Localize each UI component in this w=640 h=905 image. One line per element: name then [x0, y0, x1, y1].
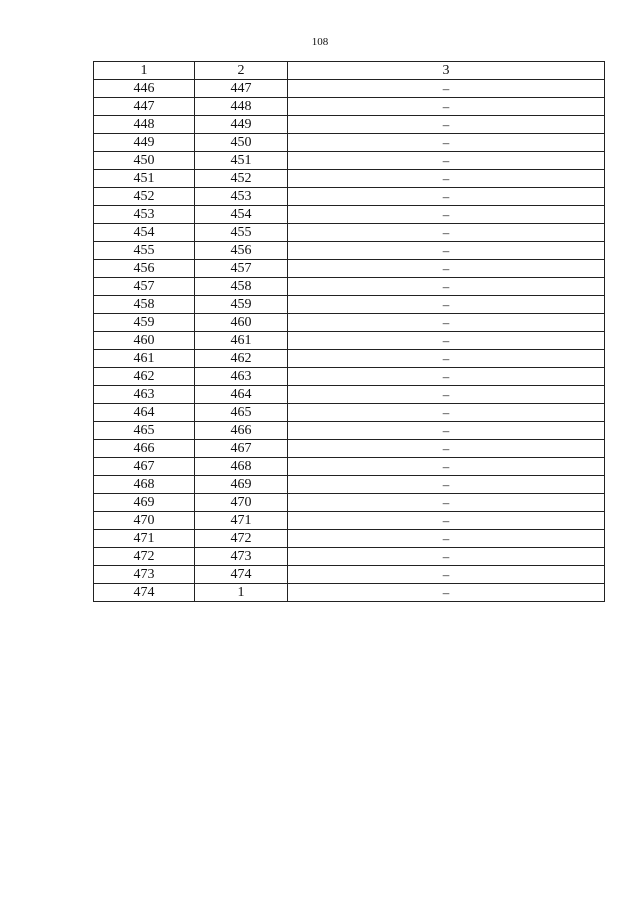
table-cell-col-2: 449	[195, 116, 288, 134]
table-cell-col-1: 466	[94, 440, 195, 458]
table-cell-col-2: 450	[195, 134, 288, 152]
table-row	[94, 332, 605, 350]
table-row	[94, 242, 605, 260]
table-header	[94, 62, 605, 80]
table-row	[94, 206, 605, 224]
table-cell-col-3: –	[288, 278, 605, 296]
table-cell-col-2: 467	[195, 440, 288, 458]
table-row	[94, 278, 605, 296]
table-cell-col-3: –	[288, 350, 605, 368]
table-cell-col-2: 472	[195, 530, 288, 548]
table-cell-col-1: 467	[94, 458, 195, 476]
table-cell-col-1: 456	[94, 260, 195, 278]
table-row	[94, 422, 605, 440]
table-cell-col-1: 464	[94, 404, 195, 422]
table-row	[94, 440, 605, 458]
table-body	[94, 80, 605, 602]
table-cell-col-3: –	[288, 206, 605, 224]
column-header-1: 1	[94, 62, 195, 80]
table-cell-col-3: –	[288, 98, 605, 116]
table-cell-col-1: 458	[94, 296, 195, 314]
table-cell-col-2: 460	[195, 314, 288, 332]
table-cell-col-2: 471	[195, 512, 288, 530]
table-cell-col-1: 449	[94, 134, 195, 152]
table-cell-col-3: –	[288, 404, 605, 422]
table-cell-col-1: 461	[94, 350, 195, 368]
table-cell-col-2: 453	[195, 188, 288, 206]
table-row	[94, 584, 605, 602]
table-cell-col-3: –	[288, 332, 605, 350]
table-row	[94, 188, 605, 206]
table-cell-col-2: 473	[195, 548, 288, 566]
table-row	[94, 314, 605, 332]
table-cell-col-2: 474	[195, 566, 288, 584]
table-cell-col-1: 462	[94, 368, 195, 386]
column-header-3: 3	[288, 62, 605, 80]
table-cell-col-2: 464	[195, 386, 288, 404]
table-row	[94, 152, 605, 170]
table-cell-col-3: –	[288, 188, 605, 206]
table-cell-col-3: –	[288, 134, 605, 152]
table-row	[94, 566, 605, 584]
table-cell-col-1: 471	[94, 530, 195, 548]
table-cell-col-1: 470	[94, 512, 195, 530]
table-cell-col-1: 468	[94, 476, 195, 494]
table-cell-col-1: 469	[94, 494, 195, 512]
table-cell-col-2: 451	[195, 152, 288, 170]
data-table	[93, 61, 605, 602]
table-row	[94, 386, 605, 404]
table-cell-col-3: –	[288, 548, 605, 566]
table-row	[94, 98, 605, 116]
table-row	[94, 80, 605, 98]
table-row	[94, 476, 605, 494]
table-cell-col-2: 470	[195, 494, 288, 512]
table-row	[94, 458, 605, 476]
table-cell-col-1: 446	[94, 80, 195, 98]
table-cell-col-1: 448	[94, 116, 195, 134]
table-cell-col-3: –	[288, 368, 605, 386]
table-cell-col-2: 457	[195, 260, 288, 278]
table-cell-col-3: –	[288, 440, 605, 458]
table-cell-col-1: 459	[94, 314, 195, 332]
table-cell-col-1: 460	[94, 332, 195, 350]
table-row	[94, 296, 605, 314]
table-row	[94, 404, 605, 422]
table-cell-col-2: 459	[195, 296, 288, 314]
table-cell-col-2: 465	[195, 404, 288, 422]
table-cell-col-2: 452	[195, 170, 288, 188]
table-cell-col-1: 450	[94, 152, 195, 170]
table-cell-col-1: 451	[94, 170, 195, 188]
table-cell-col-2: 466	[195, 422, 288, 440]
table-cell-col-3: –	[288, 494, 605, 512]
table-row	[94, 134, 605, 152]
table-cell-col-1: 463	[94, 386, 195, 404]
table-cell-col-2: 463	[195, 368, 288, 386]
table-row	[94, 512, 605, 530]
table-cell-col-2: 456	[195, 242, 288, 260]
table-cell-col-3: –	[288, 386, 605, 404]
table-cell-col-3: –	[288, 170, 605, 188]
table-cell-col-3: –	[288, 566, 605, 584]
page-number: 108	[311, 36, 329, 48]
table-cell-col-3: –	[288, 80, 605, 98]
table-cell-col-3: –	[288, 152, 605, 170]
table-row	[94, 548, 605, 566]
table-row	[94, 350, 605, 368]
table-cell-col-1: 452	[94, 188, 195, 206]
table-row	[94, 224, 605, 242]
table-row	[94, 494, 605, 512]
table-cell-col-3: –	[288, 296, 605, 314]
table-cell-col-3: –	[288, 458, 605, 476]
table-row	[94, 530, 605, 548]
table-cell-col-1: 447	[94, 98, 195, 116]
table-cell-col-3: –	[288, 476, 605, 494]
table-cell-col-2: 469	[195, 476, 288, 494]
table-cell-col-3: –	[288, 116, 605, 134]
table-cell-col-3: –	[288, 512, 605, 530]
table-cell-col-1: 455	[94, 242, 195, 260]
table-cell-col-1: 454	[94, 224, 195, 242]
table-row	[94, 116, 605, 134]
table-cell-col-3: –	[288, 224, 605, 242]
table-cell-col-2: 458	[195, 278, 288, 296]
table-cell-col-3: –	[288, 530, 605, 548]
table-cell-col-1: 474	[94, 584, 195, 602]
table-cell-col-2: 448	[195, 98, 288, 116]
table-cell-col-1: 473	[94, 566, 195, 584]
table-cell-col-1: 472	[94, 548, 195, 566]
table-cell-col-1: 453	[94, 206, 195, 224]
table-cell-col-1: 465	[94, 422, 195, 440]
table-row	[94, 368, 605, 386]
table-row	[94, 260, 605, 278]
table-cell-col-2: 1	[195, 584, 288, 602]
table-cell-col-2: 455	[195, 224, 288, 242]
table-cell-col-2: 468	[195, 458, 288, 476]
table-cell-col-3: –	[288, 584, 605, 602]
table-cell-col-2: 454	[195, 206, 288, 224]
table-cell-col-3: –	[288, 422, 605, 440]
header-row	[94, 62, 605, 80]
table-cell-col-1: 457	[94, 278, 195, 296]
table-cell-col-3: –	[288, 260, 605, 278]
table-cell-col-3: –	[288, 314, 605, 332]
column-header-2: 2	[195, 62, 288, 80]
table-cell-col-2: 447	[195, 80, 288, 98]
table-cell-col-3: –	[288, 242, 605, 260]
table-row	[94, 170, 605, 188]
table-cell-col-2: 462	[195, 350, 288, 368]
table-cell-col-2: 461	[195, 332, 288, 350]
